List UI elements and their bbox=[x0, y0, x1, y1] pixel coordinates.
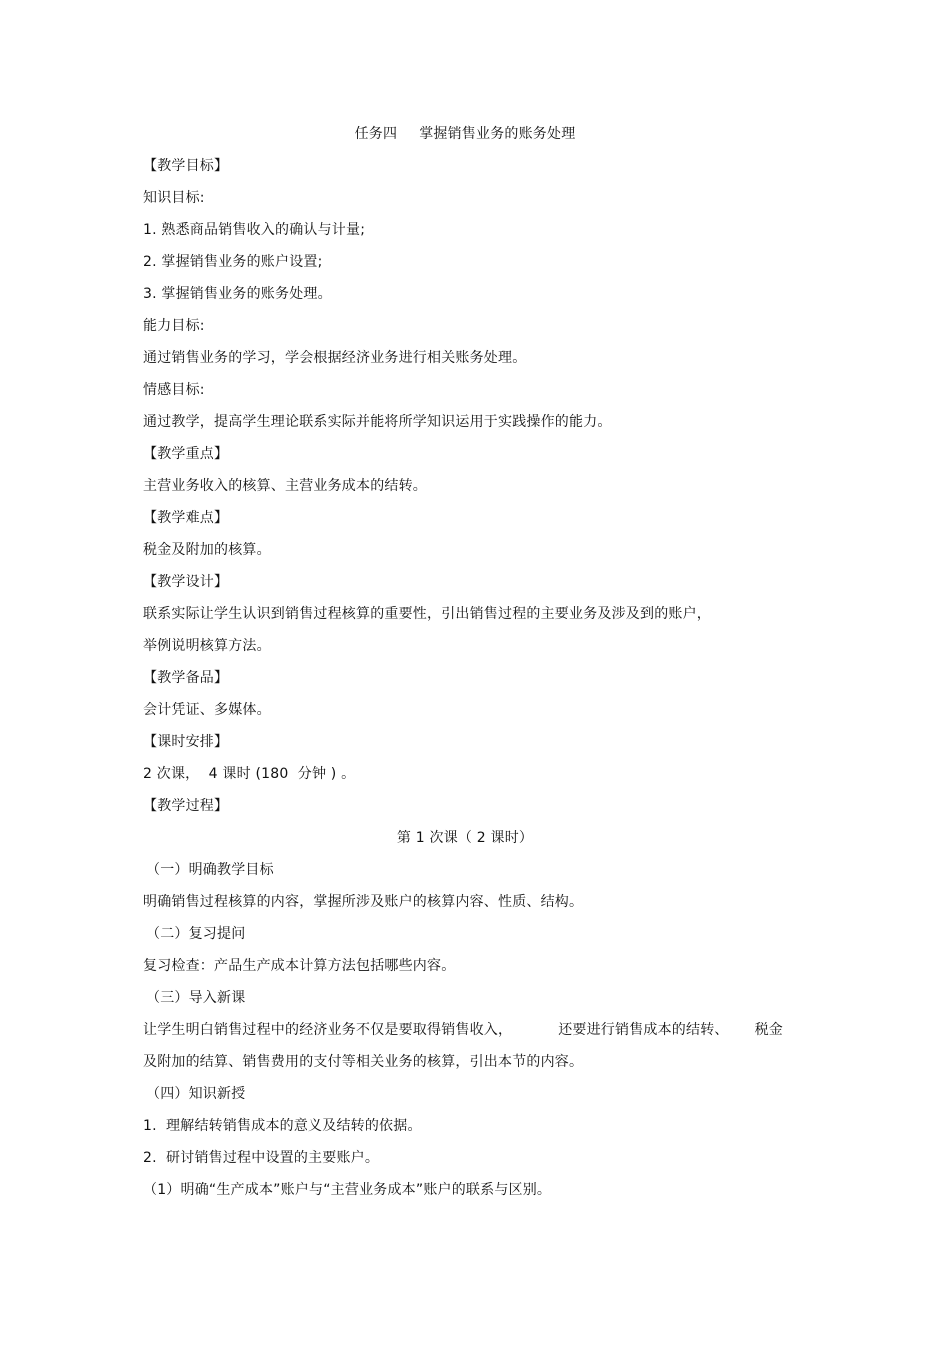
emotion-text: 通过教学，提高学生理论联系实际并能将所学知识运用于实践操作的能力。 bbox=[143, 414, 612, 430]
step3-text-continued: 及附加的结算、销售费用的支付等相关业务的核算，引出本节的内容。 bbox=[143, 1054, 584, 1070]
schedule-text: 2 次课， 4 课时 (180 分钟 ) 。 bbox=[143, 766, 356, 782]
knowledge-item: 2. 掌握销售业务的账户设置; bbox=[143, 254, 323, 270]
ability-label: 能力目标: bbox=[143, 318, 205, 334]
step4-heading: （四）知识新授 bbox=[146, 1086, 246, 1102]
schedule-heading: 【课时安排】 bbox=[143, 734, 229, 750]
key-heading: 【教学重点】 bbox=[143, 446, 229, 462]
prep-text: 会计凭证、多媒体。 bbox=[143, 702, 271, 718]
step2-text: 复习检查：产品生产成本计算方法包括哪些内容。 bbox=[143, 958, 456, 974]
step2-heading: （二）复习提问 bbox=[146, 926, 246, 942]
emotion-label: 情感目标: bbox=[143, 382, 205, 398]
knowledge-item: 1. 熟悉商品销售收入的确认与计量; bbox=[143, 222, 366, 238]
step3-text bbox=[143, 1020, 783, 1040]
goals-heading: 【教学目标】 bbox=[143, 158, 229, 174]
knowledge-item: 3. 掌握销售业务的账务处理。 bbox=[143, 286, 332, 302]
design-text: 联系实际让学生认识到销售过程核算的重要性，引出销售过程的主要业务及涉及到的账户， bbox=[143, 606, 711, 622]
step4-subitem: （1）明确“生产成本”账户与“主营业务成本”账户的联系与区别。 bbox=[143, 1182, 552, 1198]
step3-heading: （三）导入新课 bbox=[146, 990, 246, 1006]
difficult-text: 税金及附加的核算。 bbox=[143, 542, 271, 558]
prep-heading: 【教学备品】 bbox=[143, 670, 229, 686]
knowledge-label: 知识目标: bbox=[143, 190, 205, 206]
step4-item: 2. 研讨销售过程中设置的主要账户。 bbox=[143, 1150, 380, 1166]
title-part-2: 掌握销售业务的账务处理 bbox=[419, 126, 576, 142]
step1-text: 明确销售过程核算的内容，掌握所涉及账户的核算内容、性质、结构。 bbox=[143, 894, 584, 910]
step3-text-part-b: 还要进行销售成本的结转、 bbox=[558, 1022, 729, 1038]
key-text: 主营业务收入的核算、主营业务成本的结转。 bbox=[143, 478, 427, 494]
process-heading: 【教学过程】 bbox=[143, 798, 229, 814]
page-title bbox=[0, 124, 930, 144]
design-heading: 【教学设计】 bbox=[143, 574, 229, 590]
step3-text-part-c: 税金 bbox=[754, 1022, 784, 1038]
step3-text-part-a: 让学生明白销售过程中的经济业务不仅是要取得销售收入， bbox=[143, 1022, 513, 1038]
step4-item: 1. 理解结转销售成本的意义及结转的依据。 bbox=[143, 1118, 422, 1134]
difficult-heading: 【教学难点】 bbox=[143, 510, 229, 526]
design-text-continued: 举例说明核算方法。 bbox=[143, 638, 271, 654]
lesson-title: 第 1 次课（ 2 课时） bbox=[396, 830, 534, 846]
ability-text: 通过销售业务的学习，学会根据经济业务进行相关账务处理。 bbox=[143, 350, 527, 366]
step1-heading: （一）明确教学目标 bbox=[146, 862, 274, 878]
title-part-1: 任务四 bbox=[354, 126, 398, 142]
